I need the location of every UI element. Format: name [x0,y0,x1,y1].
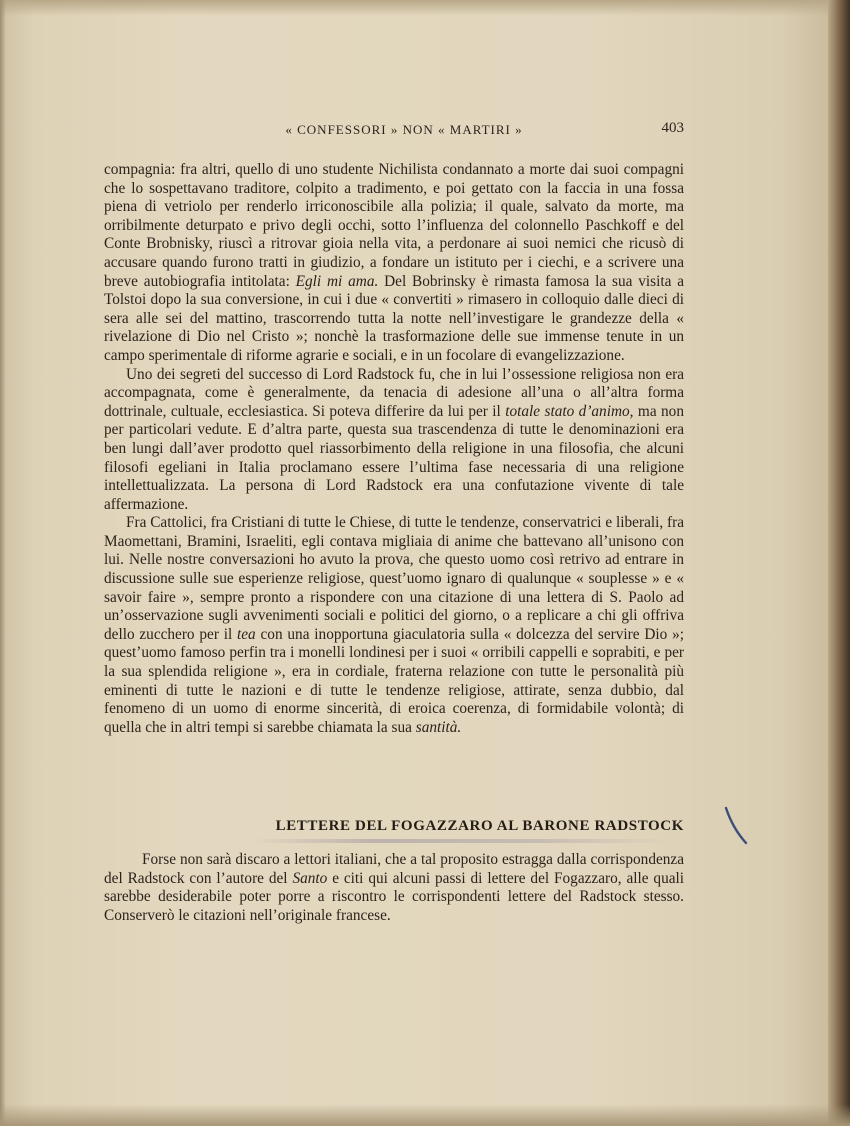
paragraph [104,161,684,366]
section-heading: LETTERE DEL FOGAZZARO AL BARONE RADSTOCK [275,818,684,834]
body-text [104,161,684,737]
paragraph [104,366,684,515]
text-span: Fra Cattolici, fra Cristiani di tutte le Chiese, di tutte le tendenze, conservatrici e liberali, fra Maomettani, Bramini, Israeliti, egli contava migliaia di anime che battevano all’unisono con lui. Nelle nostre conversazioni ho avuto la prova, che questo uomo così retrivo ad entrare in discussione sulle sue esperienze religiose, quest’uomo ignaro di qualunque « souplesse » e « savoir faire », sempre pronto a rispondere con una citazione di una lettera di S. Paolo ad un’osservazione sugli avvenimenti sociali e politici del giorno, o a replicare a chi gli offriva dello zucchero per il [104,514,684,643]
page-left-edge [0,0,6,1126]
text-span: Uno dei segreti del successo di Lord Radstock fu, che in lui l’ossessione religiosa non era accompagnata, come è generalmente, da tenacia di adesione all’una o all’altra forma dottrinale, cultuale, ecclesiastica. Si poteva differire da lui per il [104,365,684,420]
paragraph [104,851,684,925]
italic-span: totale stato d’animo, [505,402,634,420]
section-text [104,851,684,925]
book-spine-edge [828,0,850,1126]
text-span: Forse non sarà discaro a lettori italiani, che a tal proposito estragga dalla corrispondenza del Radstock con l’autore del [104,851,684,887]
italic-span: Egli mi ama. [295,272,379,290]
italic-span: santità. [415,718,462,736]
text-span: con una inopportuna giaculatoria sulla « dolcezza del servire Dio »; quest’uomo famoso perfin tra i monelli londinesi per i suoi « orribili cappelli e soprabiti, e per la sua splendida religione », era in cordiale, fraterna relazione con tutte le personalità più eminenti di tutte le nazioni e di tutte le tendenze religiose, attirate, senza dubbio, dal fenomeno di un uomo di enorme sincerità, di eroica coerenza, di formidabile volontà; di quella che in altri tempi si sarebbe chiamata la sua [104,625,684,736]
paragraph [104,514,684,737]
text-span: ma non per particolari vedute. E d’altra parte, questa sua trascendenza di tutte le denominazioni era ben lungi dall’aver prodotto quel riassorbimento della religione in una filosofia, che alcuni filosofi egeliani in Italia proclamano essere l’ultima fase necessaria di una religione intellettualizzata. La persona di Lord Radstock era una confutazione vivente di tale affermazione. [104,402,684,513]
pencil-mark-icon [724,806,750,846]
page-number: 403 [661,120,684,136]
text-span: e citi qui alcuni passi di lettere del Fogazzaro, alle quali sarebbe desiderabile poter porre a riscontro le corrispondenti lettere del Radstock stesso. Conserverò le citazioni nell’originale francese. [104,869,685,924]
ink-smudge [250,839,670,843]
italic-span: Santo [292,869,328,887]
text-span: compagnia: fra altri, quello di uno studente Nichilista condannato a morte dai suoi compagni che lo sospettavano traditore, colpito a tradimento, e poi gettato con la faccia in una fossa piena di vetriolo per renderlo irriconoscibile alla polizia; il quale, salvato da morte, ma orribilmente deturpato e privo degli occhi, sotto l’influenza del colonnello Paschkoff e del Conte Brobnisky, riuscì a ritrovar gioia nella vita, a perdonare ai suoi nemici che ricusò di accusare quando furono tratti in giudizio, a fondare un istituto per i ciechi, e a scrivere una breve autobiografia intitolata: [104,161,684,290]
page-header [104,120,684,140]
italic-span: tea [237,625,256,643]
text-span: Del Bobrinsky è rimasta famosa la sua visita a Tolstoi dopo la sua conversione, in cui i due « convertiti » rimasero in colloquio dalle dieci di sera alle sei del mattino, trascorrendo tutta la notte nell’investigare le grandezze della « rivelazione di Dio nel Cristo »; nonchè la trasformazione delle sue immense tenute in un campo sperimentale di riforme agrarie e sociali, e in un focolare di evangelizzazione. [104,272,685,364]
running-head: « CONFESSORI » NON « MARTIRI » [285,122,523,137]
